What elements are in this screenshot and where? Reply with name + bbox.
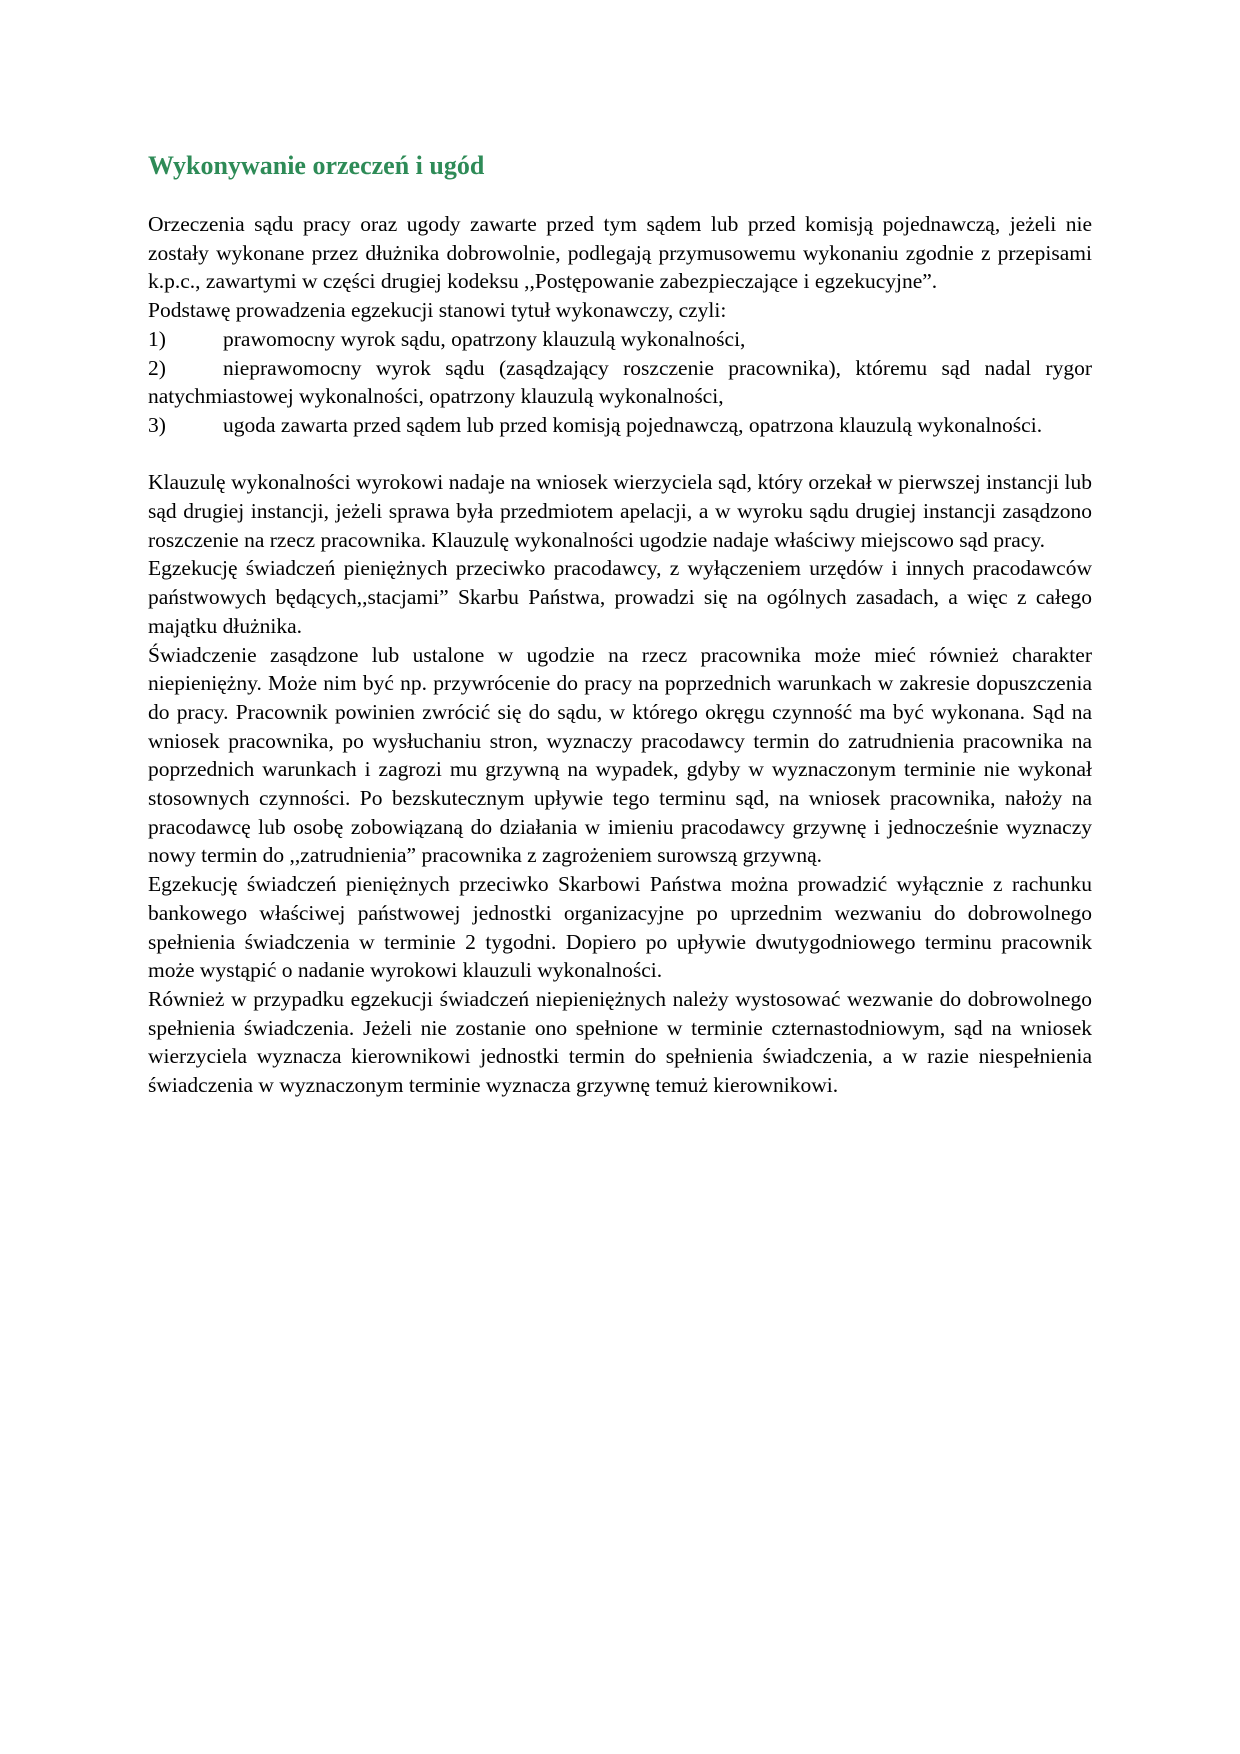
document-heading: Wykonywanie orzeczeń i ugód xyxy=(148,151,485,180)
list-item-text: prawomocny wyrok sądu, opatrzony klauzulą wykonalności, xyxy=(223,326,746,351)
document-body xyxy=(148,210,1092,1100)
body-paragraph: Klauzulę wykonalności wyrokowi nadaje na wniosek wierzyciela sąd, który orzekał w pierwszej instancji lub sąd drugiej instancji, jeżeli sprawa była przedmiotem apelacji, a w wyroku sądu drugiej instancji zasądzono roszczenie na rzecz pracownika. Klauzulę wykonalności ugodzie nadaje właściwy miejscowo sąd pracy. xyxy=(148,470,1092,552)
intro-paragraph: Orzeczenia sądu pracy oraz ugody zawarte przed tym sądem lub przed komisją pojednawczą, jeżeli nie zostały wykonane przez dłużnika dobrowolnie, podlegają przymusowemu wykonaniu zgodnie z przepisami k.p.c., zawartymi w części drugiej kodeksu ,,Postępowanie zabezpieczające i egzekucyjne”. xyxy=(148,212,1092,294)
enforcement-title-list xyxy=(148,325,1092,440)
list-item xyxy=(148,325,1092,354)
document-page xyxy=(148,148,1092,1100)
list-item xyxy=(148,354,1092,411)
list-item-text: nieprawomocny wyrok sądu (zasądzający roszczenie pracownika), któremu sąd nadal rygor natychmiastowej wykonalności, opatrzony klauzulą wykonalności, xyxy=(148,355,1092,409)
body-paragraph: Świadczenie zasądzone lub ustalone w ugodzie na rzecz pracownika może mieć również charakter niepieniężny. Może nim być np. przywrócenie do pracy na poprzednich warunkach w zakresie dopuszczenia do pracy. Pracownik powinien zwrócić się do sądu, w którego okręgu czynność ma być wykonana. Sąd na wniosek pracownika, po wysłuchaniu stron, wyznaczy pracodawcy termin do zatrudnienia pracownika na poprzednich warunkach i zagrozi mu grzywną na wypadek, gdyby w wyznaczonym terminie nie wykonał stosownych czynności. Po bezskutecznym upływie tego terminu sąd, na wniosek pracownika, nałoży na pracodawcę lub osobę zobowiązaną do działania w imieniu pracodawcy grzywnę i jednocześnie wyznaczy nowy termin do ,,zatrudnienia” pracownika z zagrożeniem surowszą grzywną. xyxy=(148,642,1092,868)
list-item-number: 1) xyxy=(148,326,166,351)
body-paragraph: Egzekucję świadczeń pieniężnych przeciwko Skarbowi Państwa można prowadzić wyłącznie z rachunku bankowego właściwej państwowej jednostki organizacyjne po uprzednim wezwaniu do dobrowolnego spełnienia świadczenia w terminie 2 tygodni. Dopiero po upływie dwutygodniowego terminu pracownik może wystąpić o nadanie wyrokowi klauzuli wykonalności. xyxy=(148,872,1092,983)
list-item xyxy=(148,411,1092,440)
body-paragraph: Egzekucję świadczeń pieniężnych przeciwko pracodawcy, z wyłączeniem urzędów i innych pracodawców państwowych będących,,stacjami” Skarbu Państwa, prowadzi się na ogólnych zasadach, a więc z całego majątku dłużnika. xyxy=(148,556,1092,638)
basis-paragraph: Podstawę prowadzenia egzekucji stanowi tytuł wykonawczy, czyli: xyxy=(148,298,727,323)
list-item-number: 2) xyxy=(148,355,166,380)
list-item-text: ugoda zawarta przed sądem lub przed komisją pojednawczą, opatrzona klauzulą wykonalności. xyxy=(223,412,1043,437)
list-item-number: 3) xyxy=(148,412,166,437)
body-paragraph: Również w przypadku egzekucji świadczeń niepieniężnych należy wystosować wezwanie do dobrowolnego spełnienia świadczenia. Jeżeli nie zostanie ono spełnione w terminie czternastodniowym, sąd na wniosek wierzyciela wyznacza kierownikowi jednostki termin do spełnienia świadczenia, a w razie niespełnienia świadczenia w wyznaczonym terminie wyznacza grzywnę temuż kierownikowi. xyxy=(148,986,1092,1098)
blank-line xyxy=(148,440,1092,469)
